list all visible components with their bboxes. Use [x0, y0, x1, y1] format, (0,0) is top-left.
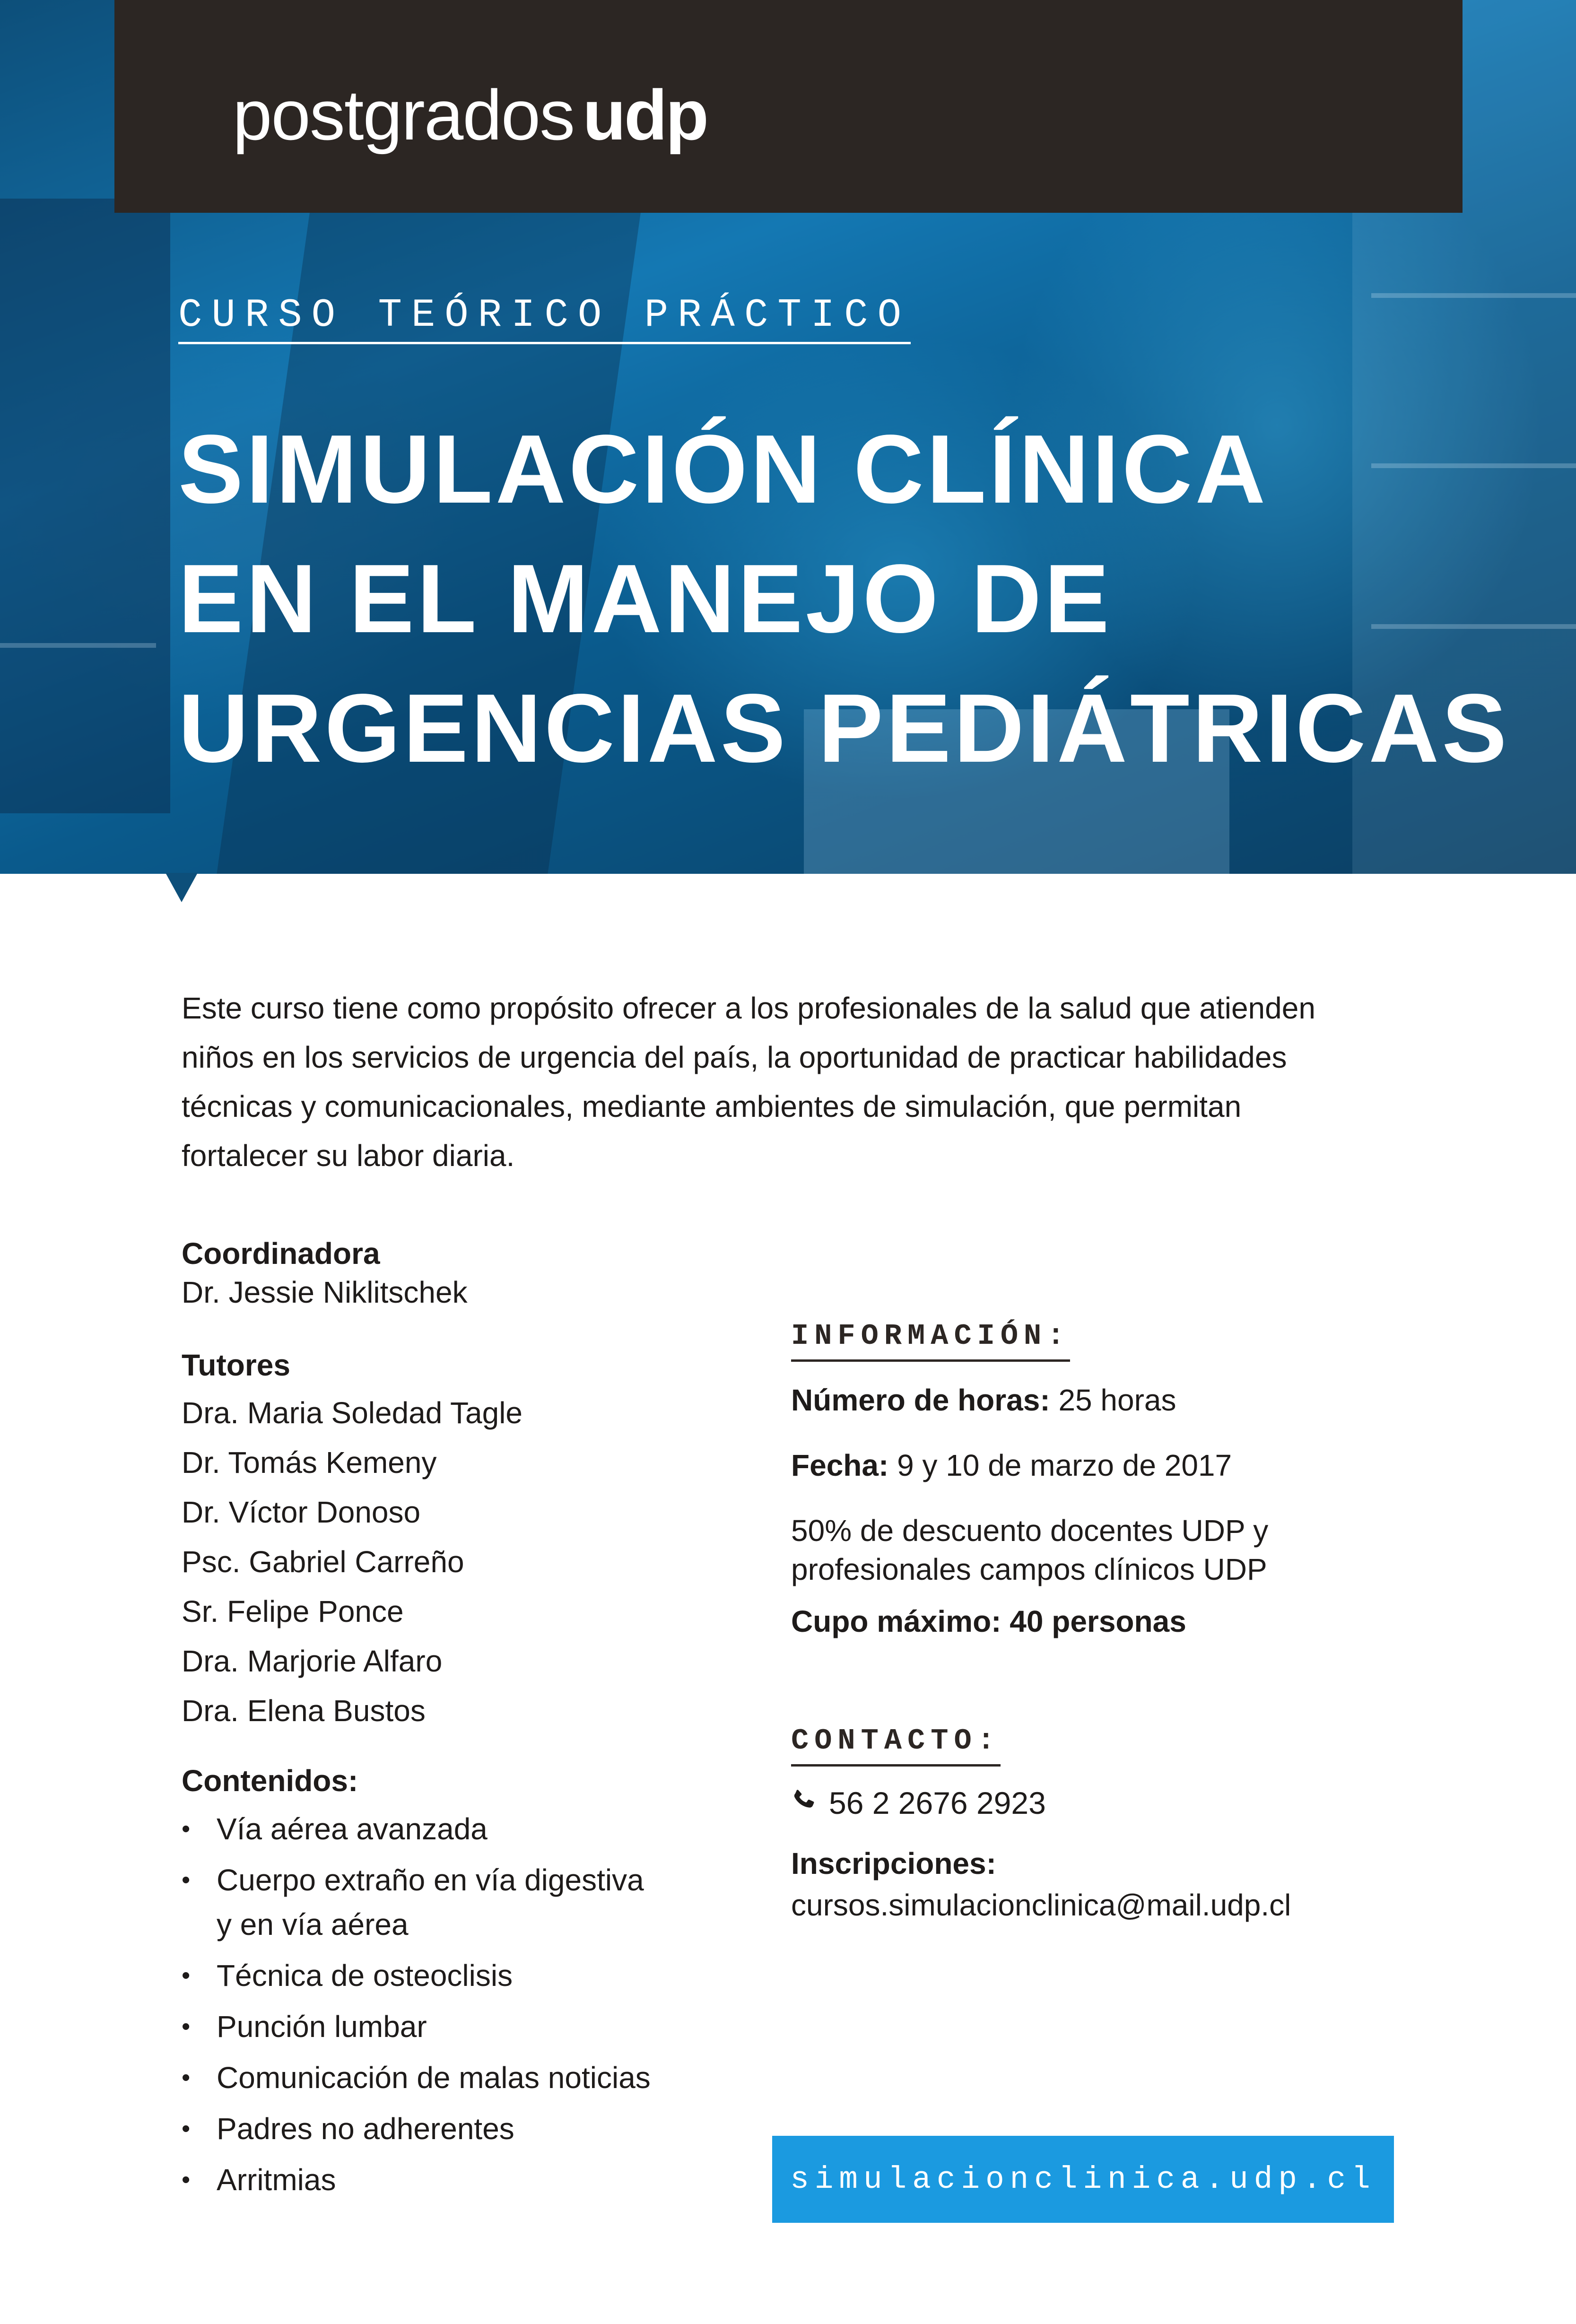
hero-pointer — [165, 873, 198, 902]
contents-label: Contenidos: — [182, 1764, 358, 1798]
website-link-button[interactable]: simulacionclinica.udp.cl — [772, 2136, 1394, 2223]
photo-shelf-line — [1371, 293, 1576, 298]
date-label: Fecha: — [791, 1448, 889, 1482]
list-item: • Vía aérea avanzada — [182, 1807, 749, 1851]
tutors-label: Tutores — [182, 1348, 290, 1382]
course-title — [178, 404, 1510, 793]
tutor-name: Dra. Maria Soledad Tagle — [182, 1396, 522, 1430]
tutors-list — [182, 1388, 749, 1736]
list-item: • Padres no adherentes — [182, 2106, 749, 2151]
coordinator-name: Dr. Jessie Niklitschek — [182, 1275, 468, 1309]
hero-banner — [0, 0, 1576, 874]
tutor-name: Sr. Felipe Ponce — [182, 1594, 404, 1628]
info-and-contact — [791, 1319, 1406, 1924]
phone-number: 56 2 2676 2923 — [829, 1785, 1046, 1820]
course-title-line: SIMULACIÓN CLÍNICA — [178, 415, 1269, 523]
list-item: • Comunicación de malas noticias — [182, 2055, 749, 2100]
photo-monitor-line — [0, 643, 156, 648]
date-value: 9 y 10 de marzo de 2017 — [888, 1448, 1232, 1482]
contents-list — [182, 1807, 749, 2202]
staff-and-contents — [182, 1234, 749, 2209]
course-type-kicker: CURSO TEÓRICO PRÁCTICO — [178, 293, 911, 344]
udp-logo: postgrados udp — [233, 75, 707, 155]
tutor-name: Dr. Tomás Kemeny — [182, 1445, 437, 1480]
photo-shadow-left — [0, 199, 170, 813]
date-row — [791, 1446, 1406, 1485]
tutor-name: Dra. Elena Bustos — [182, 1694, 426, 1728]
contact-heading: CONTACTO: — [791, 1724, 1001, 1767]
registration-email[interactable]: cursos.simulacionclinica@mail.udp.cl — [791, 1888, 1291, 1922]
info-heading: INFORMACIÓN: — [791, 1319, 1070, 1362]
tutor-name: Dra. Marjorie Alfaro — [182, 1644, 443, 1678]
contact-section — [791, 1724, 1406, 1924]
tutor-name: Psc. Gabriel Carreño — [182, 1545, 464, 1579]
course-title-line: URGENCIAS PEDIÁTRICAS — [178, 674, 1510, 783]
course-description: Este curso tiene como propósito ofrecer a los profesionales de la salud que atienden niños en los servicios de urgencia del país, la oportunidad de practicar habilidades técnicas y comunicacionales, mediante ambientes de simulación, que permitan fortalecer su labor diaria. — [182, 991, 1315, 1173]
list-item: • Arritmias — [182, 2158, 749, 2202]
hours-row — [791, 1381, 1406, 1419]
list-item: • Cuerpo extraño en vía digestiva y en vía aérea — [182, 1858, 749, 1947]
phone-icon — [791, 1784, 829, 1822]
quota-text: Cupo máximo: 40 personas — [791, 1604, 1186, 1638]
tutor-name: Dr. Víctor Donoso — [182, 1495, 421, 1529]
course-title-line: EN EL MANEJO DE — [178, 544, 1112, 653]
registration-label: Inscripciones: — [791, 1846, 996, 1880]
hours-value: 25 horas — [1050, 1383, 1176, 1417]
phone-row[interactable] — [791, 1784, 1406, 1822]
discount-note: 50% de descuento docentes UDP y profesionales campos clínicos UDP — [791, 1514, 1269, 1586]
brand-bar — [114, 0, 1463, 213]
list-item: • Técnica de osteoclisis — [182, 1953, 749, 1998]
hours-label: Número de horas: — [791, 1383, 1050, 1417]
list-item: • Punción lumbar — [182, 2004, 749, 2049]
coordinator-label: Coordinadora — [182, 1236, 380, 1271]
